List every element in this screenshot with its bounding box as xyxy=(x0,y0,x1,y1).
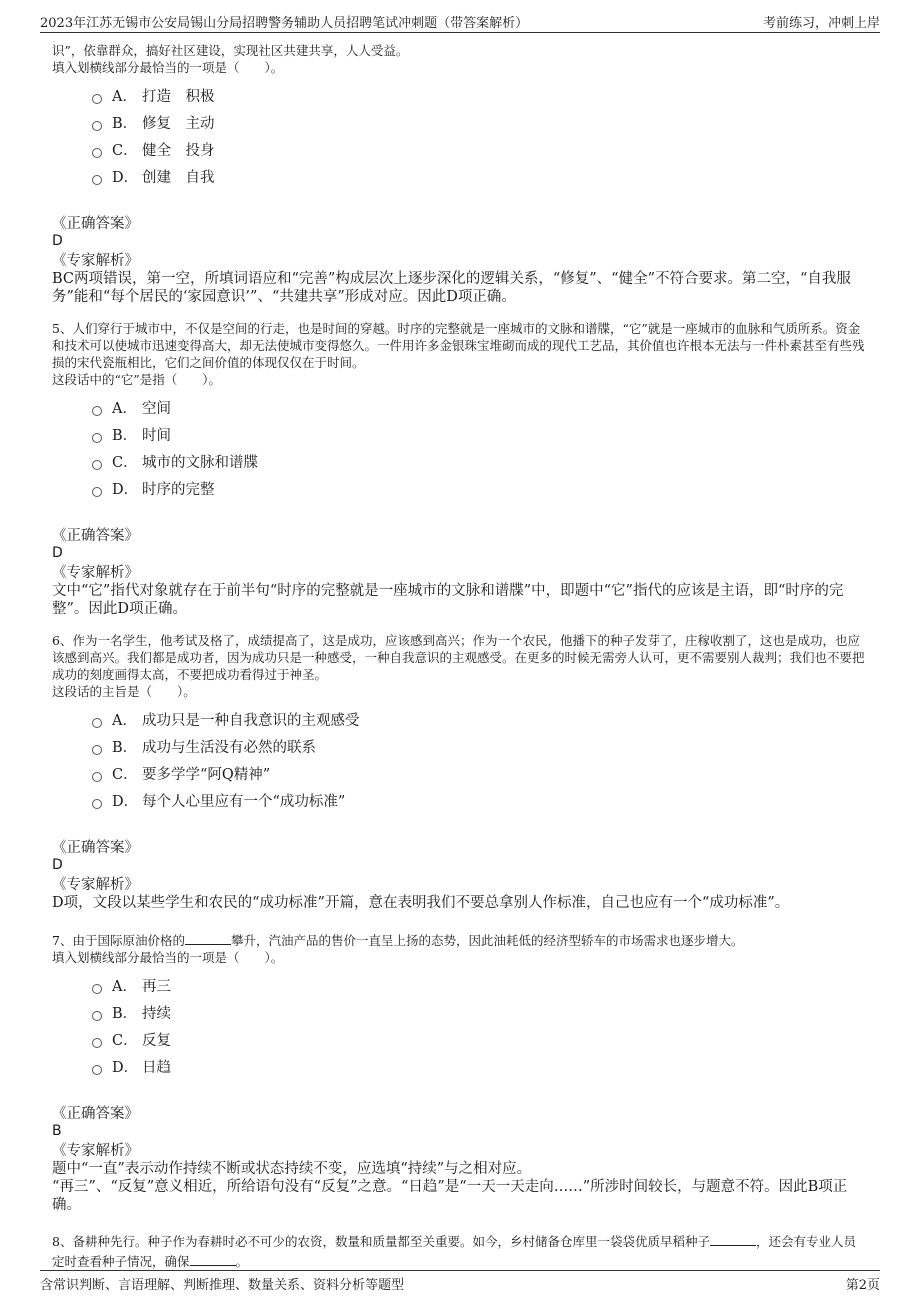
option-list xyxy=(92,82,868,190)
option-b[interactable]: B． 持续 xyxy=(92,999,868,1026)
question-stem: 8、备耕种先行。种子作为春耕时必不可少的农资，数量和质量都至关重要。如今，乡村储备仓库里一袋袋优质早稻种子 ，还会有专业人员定时查看种子情况，确保 。 xyxy=(52,1234,856,1269)
radio-icon[interactable] xyxy=(92,121,102,131)
option-b[interactable]: B． 时间 xyxy=(92,421,868,448)
question-8 xyxy=(52,1232,868,1272)
answer-label: 《正确答案》 xyxy=(52,216,139,232)
analysis-label: 《专家解析》 xyxy=(52,565,139,581)
option-a[interactable]: A． 空间 xyxy=(92,394,868,421)
option-c[interactable]: C． 反复 xyxy=(92,1026,868,1053)
answer-value: D xyxy=(52,545,63,561)
fill-blank[interactable] xyxy=(185,932,231,945)
analysis-text-line2: “再三”、“反复”意义相近，所给语句没有“反复”之意。“日趋”是“一天一天走向……”所涉时间较长，与题意不符。因此B项正确。 xyxy=(52,1179,848,1213)
question-prompt: 这段话的主旨是（ ）。 xyxy=(52,684,196,699)
fill-blank[interactable] xyxy=(190,1253,236,1266)
fill-blank[interactable] xyxy=(710,1233,756,1246)
option-a[interactable]: A． 再三 xyxy=(92,972,868,999)
radio-icon[interactable] xyxy=(92,433,102,443)
option-a[interactable]: A． 打造 积极 xyxy=(92,82,868,109)
answer-label: 《正确答案》 xyxy=(52,528,139,544)
question-stem: 5、人们穿行于城市中，不仅是空间的行走，也是时间的穿越。时序的完整就是一座城市的文脉和谱牒，“它”就是一座城市的血脉和气质所系。资金和技术可以使城市迅速变得高大，却无法使城市变得悠久。一件用许多金银珠宝堆砌而成的现代工艺品，其价值也许根本无法与一件朴素甚至有些残损的宋代瓷瓶相比，它们之间价值的体现仅仅在于时间。 xyxy=(52,321,865,370)
page-footer xyxy=(40,1270,880,1293)
option-b[interactable]: B． 修复 主动 xyxy=(92,109,868,136)
option-d[interactable]: D． 每个人心里应有一个“成功标准” xyxy=(92,787,868,814)
radio-icon[interactable] xyxy=(92,460,102,470)
option-c[interactable]: C． 健全 投身 xyxy=(92,136,868,163)
radio-icon[interactable] xyxy=(92,772,102,782)
radio-icon[interactable] xyxy=(92,984,102,994)
analysis-label: 《专家解析》 xyxy=(52,253,139,269)
analysis-label: 《专家解析》 xyxy=(52,1143,139,1159)
question-5 xyxy=(52,320,868,618)
radio-icon[interactable] xyxy=(92,406,102,416)
header-slogan: 考前练习，冲刺上岸 xyxy=(762,15,880,31)
page-header xyxy=(40,10,880,33)
analysis-text-line1: 题中“一直”表示动作持续不断或状态持续不变，应选填“持续”与之相对应。 xyxy=(52,1161,532,1177)
option-list xyxy=(92,394,868,502)
option-d[interactable]: D． 日趋 xyxy=(92,1053,868,1080)
option-list xyxy=(92,972,868,1080)
radio-icon[interactable] xyxy=(92,1038,102,1048)
document-title: 2023年江苏无锡市公安局锡山分局招聘警务辅助人员招聘笔试冲刺题（带答案解析） xyxy=(40,15,529,31)
page-content xyxy=(52,42,868,1272)
analysis-label: 《专家解析》 xyxy=(52,877,139,893)
radio-icon[interactable] xyxy=(92,94,102,104)
analysis-text: BC两项错误，第一空，所填词语应和“完善”构成层次上逐步深化的逻辑关系，“修复”、“健全”不符合要求。第二空，“自我服务”能和“每个居民的‘家园意识’”、“共建共享”形成对应。因此D项正确。 xyxy=(52,271,851,305)
option-list xyxy=(92,706,868,814)
question-continued xyxy=(52,42,868,306)
radio-icon[interactable] xyxy=(92,487,102,497)
option-d[interactable]: D． 创建 自我 xyxy=(92,163,868,190)
option-d[interactable]: D． 时序的完整 xyxy=(92,475,868,502)
radio-icon[interactable] xyxy=(92,745,102,755)
option-a[interactable]: A． 成功只是一种自我意识的主观感受 xyxy=(92,706,868,733)
question-prompt: 这段话中的“它”是指（ ）。 xyxy=(52,372,222,387)
page-number: 第2页 xyxy=(845,1277,880,1293)
answer-value: B xyxy=(52,1123,62,1139)
answer-label: 《正确答案》 xyxy=(52,1106,139,1122)
question-stem: 7、由于国际原油价格的 攀升，汽油产品的售价一直呈上扬的态势，因此油耗低的经济型轿车的市场需求也逐步增大。 xyxy=(52,933,744,948)
answer-value: D xyxy=(52,233,63,249)
question-stem: 6、作为一名学生，他考试及格了，成绩提高了，这是成功，应该感到高兴；作为一个农民，他播下的种子发芽了，庄稼收割了，这也是成功，也应该感到高兴。我们都是成功者，因为成功只是一种感受，一种自我意识的主观感受。在更多的时候无需旁人认可，更不需要别人裁判；我们也不要把成功的刻度画得太高，不要把成功看得过于神圣。 xyxy=(52,633,865,682)
question-prompt: 填入划横线部分最恰当的一项是（ ）。 xyxy=(52,950,284,965)
analysis-text: 文中“它”指代对象就存在于前半句“时序的完整就是一座城市的文脉和谱牒”中，即题中“它”指代的应该是主语，即“时序的完整”。因此D项正确。 xyxy=(52,583,844,617)
option-c[interactable]: C． 城市的文脉和谱牒 xyxy=(92,448,868,475)
radio-icon[interactable] xyxy=(92,799,102,809)
answer-label: 《正确答案》 xyxy=(52,840,139,856)
footer-categories: 含常识判断、言语理解、判断推理、数量关系、资料分析等题型 xyxy=(40,1277,405,1293)
option-b[interactable]: B． 成功与生活没有必然的联系 xyxy=(92,733,868,760)
question-6 xyxy=(52,632,868,912)
radio-icon[interactable] xyxy=(92,1065,102,1075)
question-prompt: 填入划横线部分最恰当的一项是（ ）。 xyxy=(52,60,284,75)
question-7 xyxy=(52,932,868,1214)
radio-icon[interactable] xyxy=(92,718,102,728)
option-c[interactable]: C． 要多学学“阿Q精神” xyxy=(92,760,868,787)
question-stem: 识”，依靠群众，搞好社区建设，实现社区共建共享，人人受益。 xyxy=(52,43,409,58)
radio-icon[interactable] xyxy=(92,148,102,158)
radio-icon[interactable] xyxy=(92,1011,102,1021)
radio-icon[interactable] xyxy=(92,175,102,185)
analysis-text: D项，文段以某些学生和农民的“成功标准”开篇，意在表明我们不要总拿别人作标准，自己也应有一个“成功标准”。 xyxy=(52,895,790,911)
answer-value: D xyxy=(52,857,63,873)
